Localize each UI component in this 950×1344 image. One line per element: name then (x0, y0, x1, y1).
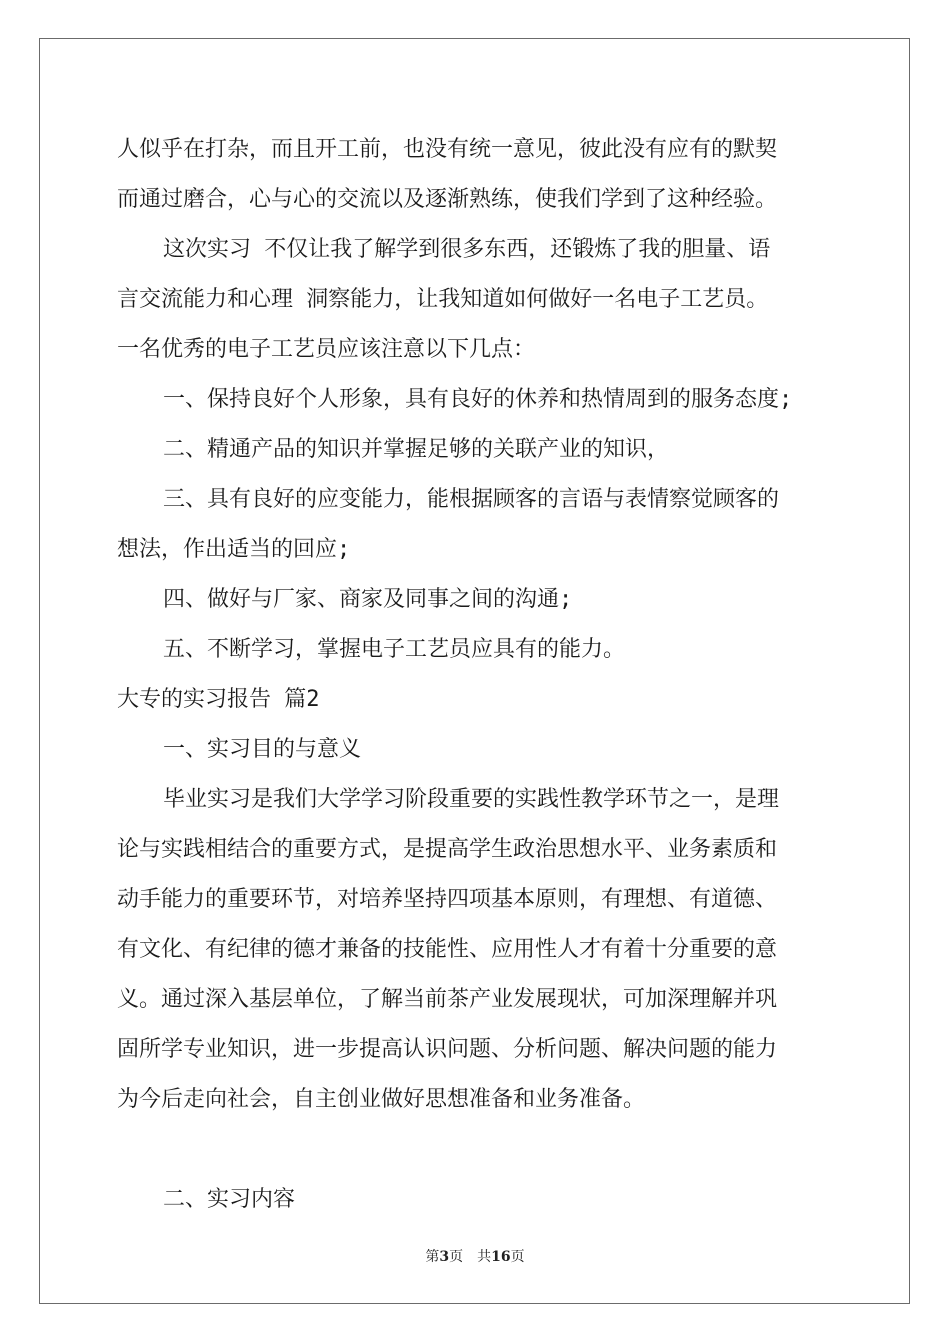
section-heading: 大专的实习报告 篇2 (117, 687, 320, 712)
subsection-heading: 二、实习内容 (163, 1187, 296, 1212)
text-line: 人似乎在打杂，而且开工前，也没有统一意见，彼此没有应有的默契 (117, 137, 778, 162)
paragraph-start: 毕业实习是我们大学学习阶段重要的实践性教学环节之一，是理 (163, 787, 780, 812)
page-suffix: 页 (449, 1249, 464, 1265)
text-line: 固所学专业知识，进一步提高认识问题、分析问题、解决问题的能力 (117, 1037, 778, 1062)
list-item: 一、保持良好个人形象，具有良好的休养和热情周到的服务态度; (163, 387, 793, 412)
list-item: 五、不断学习，掌握电子工艺员应具有的能力。 (163, 637, 626, 662)
list-item: 二、精通产品的知识并掌握足够的关联产业的知识， (163, 437, 670, 462)
text-line: 论与实践相结合的重要方式，是提高学生政治思想水平、业务素质和 (117, 837, 778, 862)
paragraph-gap (117, 1131, 837, 1181)
page-footer (0, 1246, 950, 1266)
text-line: 言交流能力和心理 洞察能力，让我知道如何做好一名电子工艺员。 (117, 287, 769, 312)
current-page-number: 3 (439, 1249, 450, 1265)
text-line: 一名优秀的电子工艺员应该注意以下几点： (117, 337, 536, 362)
subsection-heading: 一、实习目的与意义 (163, 737, 362, 762)
list-item: 三、具有良好的应变能力，能根据顾客的言语与表情察觉顾客的 (163, 487, 780, 512)
page-prefix: 第 (425, 1249, 440, 1265)
list-item: 四、做好与厂家、商家及同事之间的沟通; (163, 587, 573, 612)
total-prefix: 共 (477, 1249, 492, 1265)
total-suffix: 页 (510, 1249, 525, 1265)
total-pages-number: 16 (491, 1249, 511, 1265)
text-line: 义。通过深入基层单位，了解当前茶产业发展现状，可加深理解并巩 (117, 987, 778, 1012)
text-line: 想法，作出适当的回应; (117, 537, 351, 562)
text-line: 为今后走向社会，自主创业做好思想准备和业务准备。 (117, 1087, 646, 1112)
text-line: 动手能力的重要环节，对培养坚持四项基本原则，有理想、有道德、 (117, 887, 778, 912)
paragraph-start: 这次实习 不仅让我了解学到很多东西，还锻炼了我的胆量、语 (163, 237, 771, 262)
text-line: 而通过磨合，心与心的交流以及逐渐熟练，使我们学到了这种经验。 (117, 187, 778, 212)
document-body (117, 131, 837, 1231)
text-line: 有文化、有纪律的德才兼备的技能性、应用性人才有着十分重要的意 (117, 937, 778, 962)
